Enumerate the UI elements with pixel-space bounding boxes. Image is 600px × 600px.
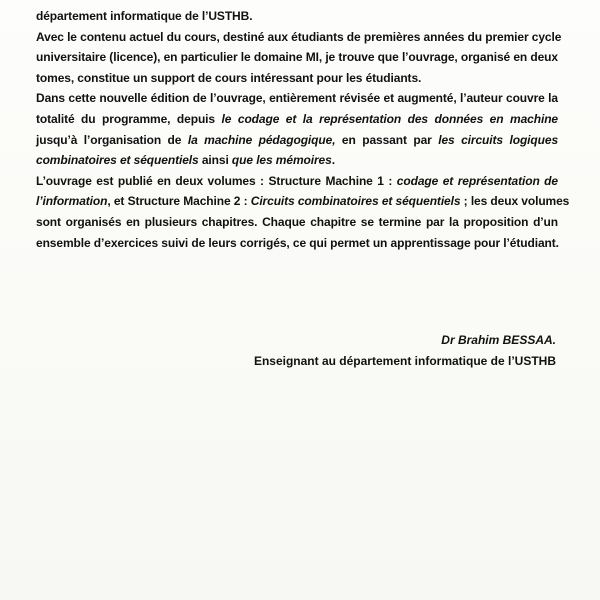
text-span: en passant par <box>335 132 439 147</box>
paragraph-2-line-2 <box>36 109 558 130</box>
text-span: : <box>383 173 397 188</box>
text-span: , et <box>107 194 128 209</box>
paragraph-2-line-1: Dans cette nouvelle édition de l’ouvrage, entièrement révisée et augmenté, l’auteur couvre la <box>36 91 558 106</box>
paragraph-3-line-2 <box>36 191 570 212</box>
emphasis-span: codage et représentation de <box>396 173 558 188</box>
paragraph-1 <box>36 27 562 89</box>
emphasis-span: que les mémoires <box>231 153 332 168</box>
emphasis-span: l’information <box>36 194 108 209</box>
emphasis-span: combinatoires et séquentiels <box>36 153 199 168</box>
text-span: ; les deux volumes <box>460 194 570 209</box>
text-span: . <box>331 153 335 168</box>
intro-fragment: département informatique de l’USTHB. <box>36 9 253 23</box>
text-span: L’ouvrage est publié en deux volumes : <box>36 173 269 188</box>
paragraph-2 <box>36 88 558 170</box>
paragraph-3-line-3: sont organisés en plusieurs chapitres. Chaque chapitre se termine par la proposition d’un <box>36 214 558 229</box>
emphasis-span: les circuits logiques <box>438 132 559 147</box>
signature-title: Enseignant au département informatique de l’USTHB <box>253 353 556 368</box>
paragraph-1-line-1: Avec le contenu actuel du cours, destiné aux étudiants de premières années du premier cycle <box>36 29 562 44</box>
paragraph-2-line-4 <box>36 150 558 171</box>
text-span: jusqu’à l’organisation de <box>36 132 188 147</box>
text-span: ainsi <box>198 153 232 168</box>
volume-2-title: Structure Machine 2 <box>127 194 241 209</box>
paragraph-3 <box>36 171 570 253</box>
emphasis-span: le codage et la représentation des données en machine <box>221 111 558 126</box>
volume-1-title: Structure Machine 1 <box>268 173 384 188</box>
paragraph-2-line-3 <box>36 130 558 151</box>
signature-name: Dr Brahim BESSAA. <box>441 333 556 347</box>
document-body <box>36 6 570 253</box>
text-span: totalité du programme, depuis <box>36 111 222 126</box>
emphasis-span: la machine pédagogique, <box>187 132 336 147</box>
signature-block <box>254 330 556 371</box>
emphasis-span: Circuits combinatoires et séquentiels <box>250 194 461 209</box>
paragraph-3-line-4: ensemble d’exercices suivi de leurs corrigés, ce qui permet un apprentissage pour l’étudiant. <box>36 235 559 250</box>
paragraph-1-line-3: tomes, constitue un support de cours intéressant pour les étudiants. <box>36 70 422 85</box>
paragraph-3-line-1 <box>36 171 558 192</box>
text-span: : <box>240 194 251 209</box>
paragraph-1-line-2: universitaire (licence), en particulier le domaine MI, je trouve que l’ouvrage, organisé en deux <box>36 50 558 65</box>
